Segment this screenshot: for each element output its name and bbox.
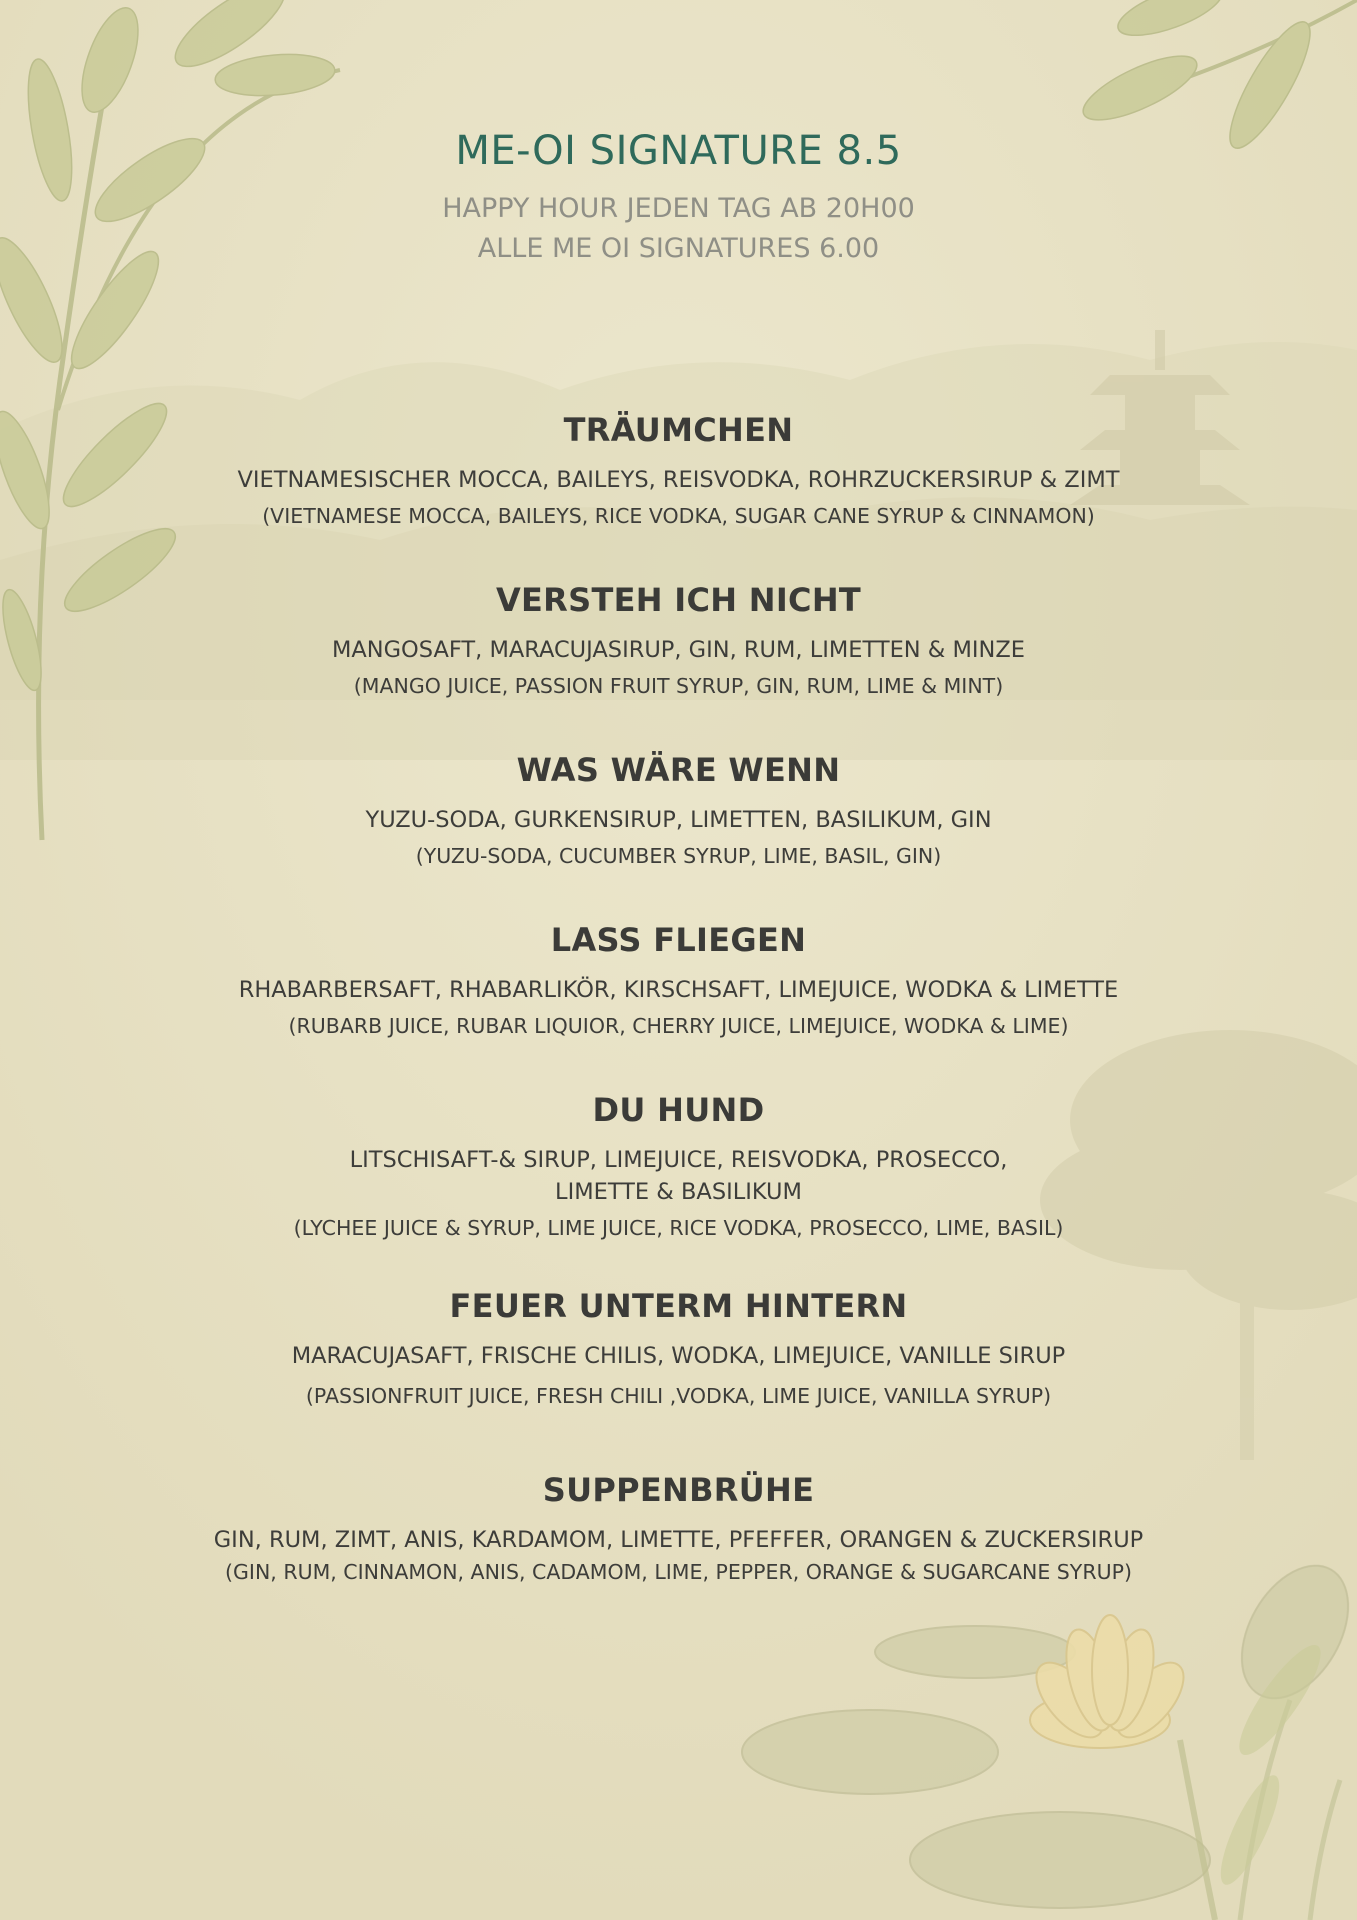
drink-item-was-waere-wenn xyxy=(0,748,1357,872)
drink-name: DU HUND xyxy=(592,1091,765,1129)
drink-item-du-hund xyxy=(0,1088,1357,1244)
drink-item-feuer-unterm-hintern xyxy=(0,1284,1357,1412)
happy-hour-price: ALLE ME OI SIGNATURES 6.00 xyxy=(477,233,880,264)
drink-item-traeumchen xyxy=(0,408,1357,532)
drink-name: VERSTEH ICH NICHT xyxy=(495,581,862,619)
drink-item-lass-fliegen xyxy=(0,918,1357,1042)
drink-name: SUPPENBRÜHE xyxy=(542,1471,815,1509)
drink-ingredients-en: (YUZU-SODA, CUCUMBER SYRUP, LIME, BASIL, GIN) xyxy=(415,844,942,868)
drink-name: LASS FLIEGEN xyxy=(550,921,807,959)
drink-ingredients-de: MARACUJASAFT, FRISCHE CHILIS, WODKA, LIMEJUICE, VANILLE SIRUP xyxy=(291,1343,1066,1369)
drink-ingredients-de: VIETNAMESISCHER MOCCA, BAILEYS, REISVODKA, ROHRZUCKERSIRUP & ZIMT xyxy=(237,467,1120,493)
drink-item-versteh-ich-nicht xyxy=(0,578,1357,702)
drink-ingredients-de: YUZU-SODA, GURKENSIRUP, LIMETTEN, BASILIKUM, GIN xyxy=(365,807,992,833)
drink-name: FEUER UNTERM HINTERN xyxy=(449,1287,908,1325)
drink-ingredients-de: GIN, RUM, ZIMT, ANIS, KARDAMOM, LIMETTE, PFEFFER, ORANGEN & ZUCKERSIRUP xyxy=(213,1527,1144,1553)
drink-ingredients-de-line2: LIMETTE & BASILIKUM xyxy=(555,1179,802,1205)
drink-ingredients-en: (GIN, RUM, CINNAMON, ANIS, CADAMOM, LIME, PEPPER, ORANGE & SUGARCANE SYRUP) xyxy=(225,1560,1132,1584)
drink-name: TRÄUMCHEN xyxy=(563,411,794,449)
drink-ingredients-en: (MANGO JUICE, PASSION FRUIT SYRUP, GIN, RUM, LIME & MINT) xyxy=(353,674,1004,698)
drink-name: WAS WÄRE WENN xyxy=(516,751,841,789)
drink-ingredients-en: (RUBARB JUICE, RUBAR LIQUIOR, CHERRY JUICE, LIMEJUICE, WODKA & LIME) xyxy=(288,1014,1069,1038)
drink-ingredients-en: (LYCHEE JUICE & SYRUP, LIME JUICE, RICE VODKA, PROSECCO, LIME, BASIL) xyxy=(293,1216,1064,1240)
happy-hour-line: HAPPY HOUR JEDEN TAG AB 20H00 xyxy=(442,193,915,224)
drink-item-suppenbruehe xyxy=(0,1468,1357,1588)
drink-ingredients-de: MANGOSAFT, MARACUJASIRUP, GIN, RUM, LIMETTEN & MINZE xyxy=(331,637,1026,663)
drink-ingredients-en: (VIETNAMESE MOCCA, BAILEYS, RICE VODKA, SUGAR CANE SYRUP & CINNAMON) xyxy=(262,504,1095,528)
drink-ingredients-en: (PASSIONFRUIT JUICE, FRESH CHILI ,VODKA, LIME JUICE, VANILLA SYRUP) xyxy=(305,1384,1052,1408)
drink-ingredients-de: LITSCHISAFT-& SIRUP, LIMEJUICE, REISVODKA, PROSECCO, xyxy=(349,1147,1008,1173)
menu-title: ME-OI SIGNATURE 8.5 xyxy=(455,128,902,174)
drink-ingredients-de: RHABARBERSAFT, RHABARLIKÖR, KIRSCHSAFT, LIMEJUICE, WODKA & LIMETTE xyxy=(238,977,1119,1003)
